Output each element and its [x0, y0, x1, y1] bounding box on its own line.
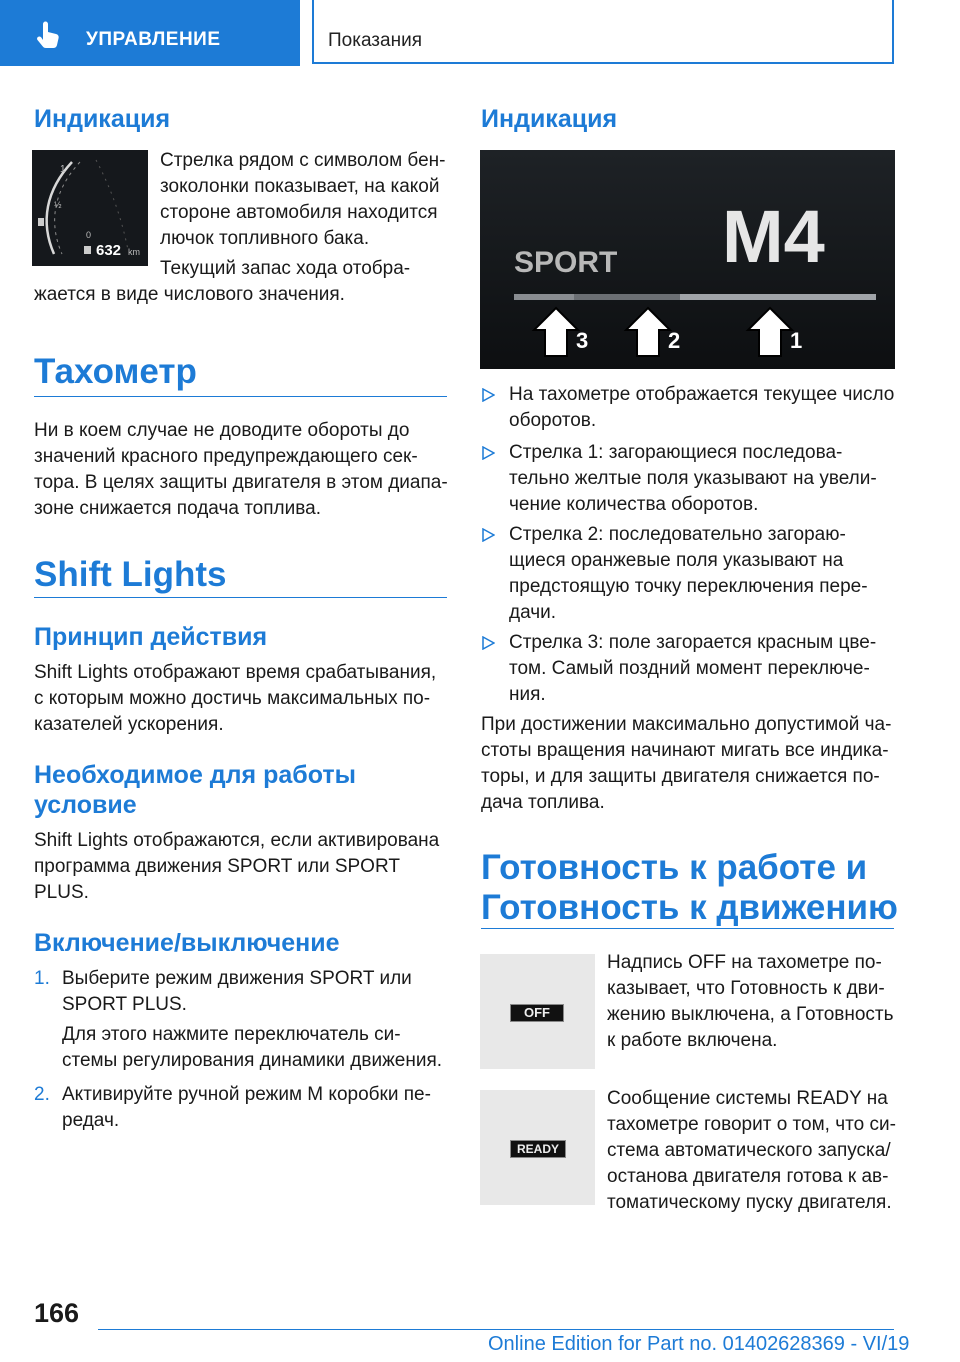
tacho-heading: Тахометр	[34, 352, 197, 391]
triangle-bullet-icon	[481, 528, 495, 542]
conditions-heading: Необходимое для работы условие	[34, 761, 356, 819]
triangle-bullet-icon	[481, 636, 495, 650]
section-header	[312, 0, 894, 64]
shift-rule	[34, 597, 447, 598]
bullet-2: Стрелка 1: загорающиеся последова- тельно желтые поля указывают на увели- чение количества оборотов.	[481, 440, 901, 522]
chapter-tab[interactable]	[0, 0, 300, 66]
indication-text: Стрелка рядом с символом бен- зоколонки показывает, на какой стороне автомобиля находится лючок топливного бака.	[160, 150, 446, 249]
range-readout: 632	[96, 242, 122, 259]
onoff-heading: Включение/выключение	[34, 929, 340, 957]
ready-heading: Готовность к работе и Готовность к движению	[481, 848, 898, 927]
svg-text:3: 3	[576, 328, 589, 353]
conditions-text: Shift Lights отображаются, если активирована программа движения SPORT или SPORT PLUS.	[34, 830, 440, 903]
gauge-mark-empty: 0	[86, 230, 92, 240]
ready-rule	[481, 928, 894, 929]
fuel-pump-small-icon	[84, 246, 91, 254]
indication-heading-left: Индикация	[34, 105, 171, 133]
chapter-label: УПРАВЛЕНИЕ	[86, 29, 221, 50]
triangle-bullet-icon	[481, 446, 495, 460]
footer-rule	[98, 1329, 894, 1330]
page-number: 166	[34, 1298, 80, 1328]
bullet-4: Стрелка 3: поле загорается красным цве- том. Самый поздний момент переключе- ния.	[481, 630, 901, 712]
off-text: Надпись OFF на тахометре по- казывает, что Готовность к дви- жению выключена, а Готовность к работе включена.	[607, 952, 894, 1051]
range-text-1: Текущий запас хода отобра-	[160, 258, 411, 279]
max-rpm-text: При достижении максимально допустимой ча- стоты вращения начинают мигать все индика- торы, и для защиты двигателя снижается по- дача топлива.	[481, 714, 892, 813]
step-1-detail: Для этого нажмите переключатель си- стемы регулирования динамики движения.	[62, 1024, 443, 1071]
bullet-3: Стрелка 2: последовательно загораю- щиеся оранжевые поля указывают на предстоящую точку переключения пере- дачи.	[481, 522, 901, 630]
shift-lights-heading: Shift Lights	[34, 555, 227, 594]
fuel-pump-icon	[38, 218, 44, 226]
ready-badge: READY	[510, 1140, 566, 1158]
gauge-mark-half: ½	[54, 200, 62, 210]
principle-heading: Принцип действия	[34, 623, 268, 651]
tacho-text: Ни в коем случае не доводите обороты до значений красного предупреждающего сек- тора. В целях защиты двигателя в этом диапа- зоне снижается подача топлива.	[34, 420, 448, 519]
principle-text: Shift Lights отображают время срабатывания, с которым можно достичь максимальных по- казателей ускорения.	[34, 662, 437, 735]
indication-heading-right: Индикация	[481, 105, 618, 133]
gauge-mark-full: 1	[60, 164, 66, 175]
svg-text:2: 2	[668, 328, 681, 353]
tacho-rule	[34, 396, 447, 397]
step-1: 1. Выберите режим движения SPORT или SPORT PLUS.	[34, 968, 412, 1015]
ready-text: Сообщение системы READY на тахометре говорит о том, что си- стема автоматического запуска/ останова двигателя готова к ав- томатическому пуску двигателя.	[607, 1088, 896, 1213]
ready-indicator-image	[480, 1090, 595, 1205]
fuel-gauge-image	[32, 150, 148, 266]
hand-pointer-icon	[34, 20, 64, 50]
model-label: M4	[722, 195, 825, 278]
svg-text:1: 1	[790, 328, 803, 353]
triangle-bullet-icon	[481, 388, 495, 402]
off-badge: OFF	[510, 1004, 564, 1022]
step-2: 2. Активируйте ручной режим М коробки пе- редач.	[34, 1084, 431, 1131]
mode-label: SPORT	[514, 246, 618, 279]
off-indicator-image	[480, 954, 595, 1069]
footer-edition: Online Edition for Part no. 01402628369 - VI/19	[488, 1333, 910, 1355]
section-label: Показания	[328, 30, 422, 51]
range-unit: km	[128, 247, 140, 257]
bullet-1: На тахометре отображается текущее число оборотов.	[481, 382, 901, 438]
range-text-2: жается в виде числового значения.	[34, 284, 345, 305]
shift-lights-image	[480, 150, 895, 369]
